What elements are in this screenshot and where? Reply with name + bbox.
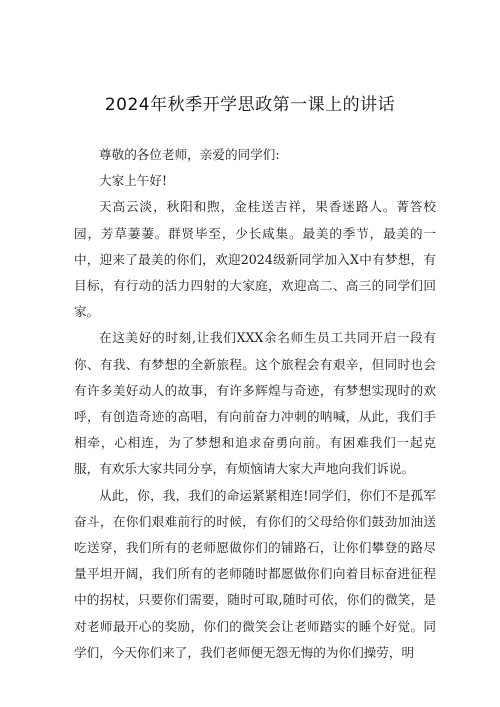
greeting: 大家上午好!	[99, 173, 168, 189]
document-title: 2024年秋季开学思政第一课上的讲话	[104, 95, 396, 115]
salutation: 尊敬的各位老师，亲爱的同学们:	[99, 147, 280, 162]
body-paragraph: 从此，你，我，我们的命运紧紧相连!同学们，你们不是孤军奋斗，在你们艰难前行的时候，有你们的父母给你们鼓劲加油送吃送穿，我们所有的老师愿做你们的铺路石，让你们攀登的路尽量平坦开阔，我们所有的老师随时都愿做你们向着目标奋进征程中的拐杖，只要你们需要，随时可取,随时可依，你们的微笑，是对老师最开心的奖励，你们的微笑会让老师踏实的睡个好觉。同学们，今天你们来了，我们老师便无怨无悔的为你们操劳，明	[74, 487, 436, 660]
document-body	[74, 142, 436, 666]
body-paragraph: 在这美好的时刻,让我们XXX余名师生员工共同开启一段有你、有我、有梦想的全新旅程。这个旅程会有艰辛，但同时也会有许多美好动人的故事，有许多辉煌与奇迹，有梦想实现时的欢呼，有创造奇迹的高唱，有向前奋力冲刺的呐喊，从此，我们手相牵，心相连，为了梦想和追求奋勇向前。有困难我们一起克服，有欢乐大家共同分享，有烦恼请大家大声地向我们诉说。	[74, 330, 436, 477]
body-paragraph: 天高云淡，秋阳和煦，金桂送吉祥，果香迷路人。菁答校园，芳草萋萋。群贤毕至，少长咸集。最美的季节，最美的一中，迎来了最美的你们，欢迎2024级新同学加入X中有梦想，有目标，有行动的活力四射的大家庭，欢迎高二、高三的同学们回家。	[74, 199, 436, 320]
